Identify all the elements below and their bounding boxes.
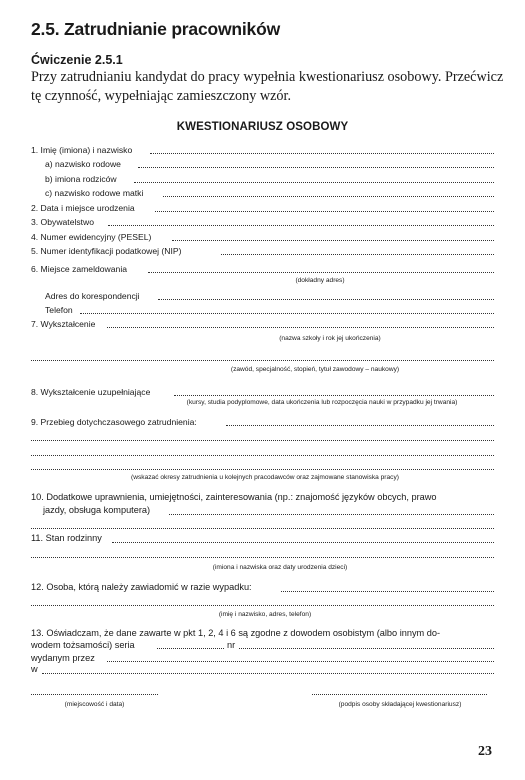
field-13-number-label: nr — [227, 640, 236, 650]
field-10-label-cont: jazdy, obsługa komputera) — [43, 505, 151, 515]
field-13-series-line[interactable] — [157, 647, 224, 649]
field-9-line-2[interactable] — [31, 439, 494, 441]
form-title: KWESTIONARIUSZ OSOBOWY — [176, 121, 349, 133]
field-9-line[interactable] — [226, 424, 494, 426]
field-6-line[interactable] — [148, 271, 494, 273]
field-1b-line[interactable] — [134, 181, 494, 183]
field-10-line-2[interactable] — [31, 527, 494, 529]
field-11-label: 11. Stan rodzinny — [31, 533, 102, 543]
field-1-line[interactable] — [150, 152, 494, 154]
place-date-caption: (miejscowość i data) — [64, 701, 125, 708]
field-13-place-label: w — [31, 664, 38, 674]
field-10-line[interactable] — [169, 513, 494, 515]
field-2-line[interactable] — [155, 210, 494, 212]
field-8-line[interactable] — [174, 394, 494, 396]
field-11-line[interactable] — [112, 541, 494, 543]
field-7-label: 7. Wykształcenie — [31, 319, 96, 329]
field-7-caption-profession: (zawód, specjalność, stopień, tytuł zawodowy – naukowy) — [230, 366, 400, 373]
field-9-label: 9. Przebieg dotychczasowego zatrudnienia: — [31, 417, 197, 427]
field-12-line-2[interactable] — [31, 604, 494, 606]
field-5-line[interactable] — [221, 253, 494, 255]
field-13-issued-line[interactable] — [107, 660, 494, 662]
field-1a-line[interactable] — [138, 166, 494, 168]
field-6b-label: Telefon — [45, 305, 73, 315]
place-date-line[interactable] — [31, 693, 158, 695]
field-9-caption: (wskazać okresy zatrudnienia u kolejnych pracodawców oraz zajmowane stanowiska pracy) — [131, 474, 399, 481]
signature-line[interactable] — [312, 693, 487, 695]
field-8-label: 8. Wykształcenie uzupełniające — [31, 387, 151, 397]
field-1b-label: b) imiona rodziców — [45, 174, 117, 184]
field-3-label: 3. Obywatelstwo — [31, 217, 95, 227]
field-13-label: 13. Oświadczam, że dane zawarte w pkt 1, 2, 4 i 6 są zgodne z dowodem osobistym (albo innym do- — [31, 628, 441, 638]
field-3-line[interactable] — [108, 224, 494, 226]
field-11-caption: (imiona i nazwiska oraz daty urodzenia dzieci) — [212, 564, 348, 571]
field-6b-line[interactable] — [80, 312, 494, 314]
field-4-line[interactable] — [172, 239, 494, 241]
field-12-label: 12. Osoba, którą należy zawiadomić w razie wypadku: — [31, 582, 252, 592]
exercise-title: Ćwiczenie 2.5.1 — [31, 53, 123, 67]
field-5-label: 5. Numer identyfikacji podatkowej (NIP) — [31, 246, 182, 256]
exercise-instructions — [31, 68, 503, 106]
signature-caption: (podpis osoby składającej kwestionariusz) — [338, 701, 462, 708]
field-6a-label: Adres do korespondencji — [45, 291, 140, 301]
field-1c-line[interactable] — [163, 195, 494, 197]
field-8-caption: (kursy, studia podyplomowe, data ukończenia lub rozpoczęcia nauki w przypadku jej trwania) — [186, 399, 458, 406]
field-6a-line[interactable] — [158, 298, 494, 300]
page-number: 23 — [478, 744, 492, 759]
section-title: 2.5. Zatrudnianie pracowników — [31, 19, 280, 39]
field-6-caption: (dokładny adres) — [295, 277, 345, 284]
field-9-line-3[interactable] — [31, 454, 494, 456]
field-4-label: 4. Numer ewidencyjny (PESEL) — [31, 232, 152, 242]
field-6-label: 6. Miejsce zameldowania — [31, 264, 128, 274]
field-13-place-line[interactable] — [42, 672, 494, 674]
field-7-caption-school: (nazwa szkoły i rok jej ukończenia) — [279, 335, 381, 342]
field-9-line-4[interactable] — [31, 468, 494, 470]
field-10-label: 10. Dodatkowe uprawnienia, umiejętności, zainteresowania (np.: znajomość języków obcych, prawo — [31, 492, 437, 502]
field-12-caption: (imię i nazwisko, adres, telefon) — [218, 611, 312, 618]
field-11-line-2[interactable] — [31, 556, 494, 558]
field-7-line[interactable] — [107, 326, 494, 328]
field-1-label: 1. Imię (imiona) i nazwisko — [31, 145, 133, 155]
instruction-line-2: tę czynność, wypełniając zamieszczony wzór. — [31, 88, 291, 104]
field-13-series-label: wodem tożsamości) seria — [31, 640, 135, 650]
instruction-line-1: Przy zatrudnianiu kandydat do pracy wypełnia kwestionariusz osobowy. Przećwicz — [31, 69, 504, 85]
field-13-issued-label: wydanym przez — [31, 653, 95, 663]
field-1a-label: a) nazwisko rodowe — [45, 159, 121, 169]
field-1c-label: c) nazwisko rodowe matki — [45, 188, 144, 198]
field-12-line[interactable] — [281, 590, 494, 592]
field-2-label: 2. Data i miejsce urodzenia — [31, 203, 135, 213]
field-7-line-2[interactable] — [31, 359, 494, 361]
field-13-number-line[interactable] — [239, 647, 494, 649]
